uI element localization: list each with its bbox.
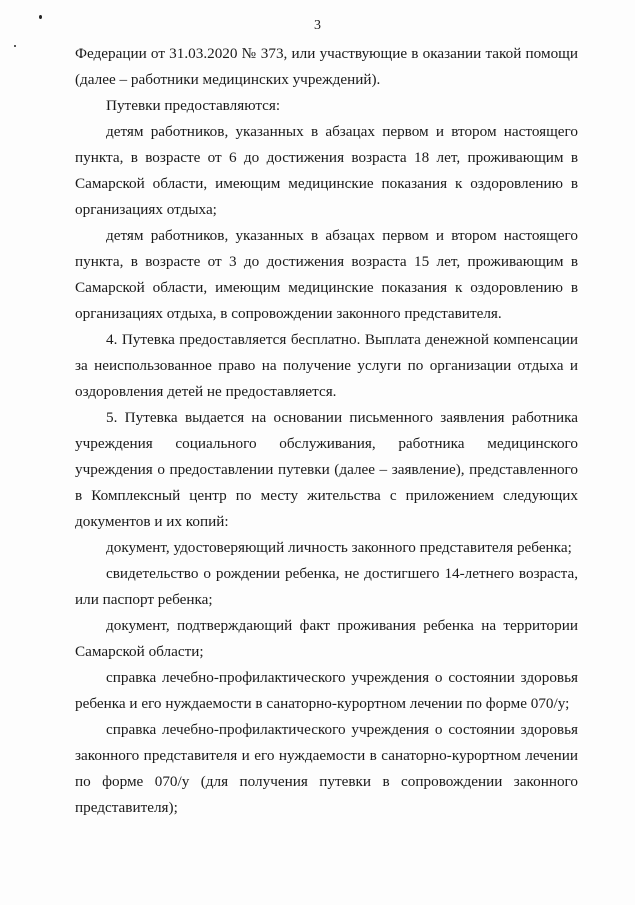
paragraph: справка лечебно-профилактического учреждения о состоянии здоровья ребенка и его нуждаемости в санаторно-курортном лечении по форме 070/у; — [75, 669, 578, 712]
paragraph: справка лечебно-профилактического учреждения о состоянии здоровья законного представителя и его нуждаемости в санаторно-курортном лечении по форме 070/у (для получения путевки в сопровождении законного представителя); — [75, 721, 578, 816]
paragraph: детям работников, указанных в абзацах первом и втором настоящего пункта, в возрасте от 6 до достижения возраста 18 лет, проживающим в Самарской области, имеющим медицинские показания к оздоровлению в организациях отдыха; — [75, 123, 578, 218]
paragraph: документ, подтверждающий факт проживания ребенка на территории Самарской области; — [75, 617, 578, 660]
document-body — [75, 41, 578, 821]
paragraph: 4. Путевка предоставляется бесплатно. Выплата денежной компенсации за неиспользованное право на получение услуги по организации отдыха и оздоровления детей не предоставляется. — [75, 331, 578, 400]
scan-speck — [14, 45, 16, 47]
paragraph: 5. Путевка выдается на основании письменного заявления работника учреждения социального обслуживания, работника медицинского учреждения о предоставлении путевки (далее – заявление), представленного в Комплексный центр по месту жительства с приложением следующих документов и их копий: — [75, 409, 578, 530]
paragraph: документ, удостоверяющий личность законного представителя ребенка; — [106, 539, 572, 556]
paragraph: детям работников, указанных в абзацах первом и втором настоящего пункта, в возрасте от 3 до достижения возраста 15 лет, проживающим в Самарской области, имеющим медицинские показания к оздоровлению в организациях отдыха, в сопровождении законного представителя. — [75, 227, 578, 322]
paragraph: Путевки предоставляются: — [106, 97, 281, 114]
paragraph: свидетельство о рождении ребенка, не достигшего 14-летнего возраста, или паспорт ребенка; — [75, 565, 578, 608]
page-number: 3 — [314, 18, 321, 33]
paragraph: Федерации от 31.03.2020 № 373, или участвующие в оказании такой помощи (далее – работники медицинских учреждений). — [75, 45, 578, 88]
